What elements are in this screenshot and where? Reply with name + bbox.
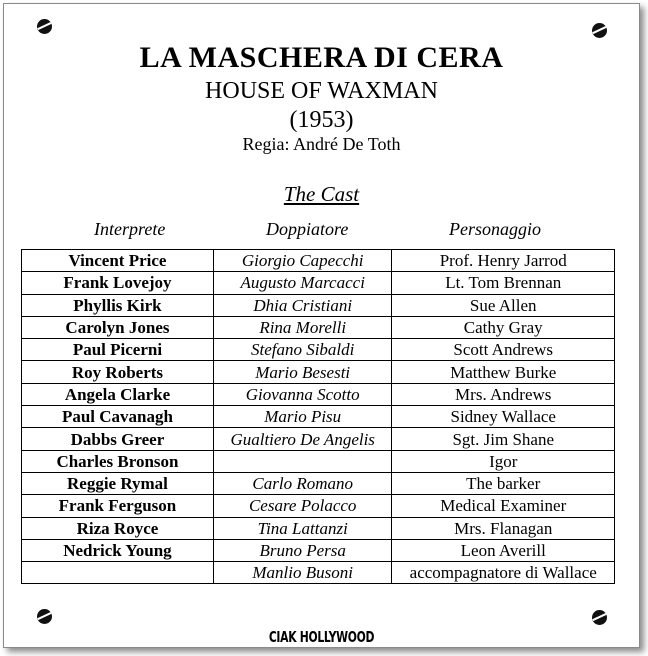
table-row (22, 428, 615, 450)
dubber-cell: Cesare Polacco (213, 495, 392, 517)
dubber-cell: Augusto Marcacci (213, 272, 392, 294)
table-row (22, 406, 615, 428)
table-row (22, 294, 615, 316)
actor-cell: Angela Clarke (22, 383, 214, 405)
logo-text: CIAK HOLLYWOOD (268, 628, 375, 646)
cast-table (21, 249, 615, 584)
table-row (22, 450, 615, 472)
dubber-cell: Mario Pisu (213, 406, 392, 428)
cast-heading-text: The Cast (283, 182, 360, 206)
dubber-cell: Dhia Cristiani (213, 294, 392, 316)
actor-cell: Paul Picerni (22, 339, 214, 361)
dubber-cell: Manlio Busoni (213, 562, 392, 584)
page-title: LA MASCHERA DI CERA (139, 41, 504, 74)
column-header-doppiatore: Doppiatore (266, 219, 349, 239)
role-cell: Lt. Tom Brennan (392, 272, 615, 294)
actor-cell: Phyllis Kirk (22, 294, 214, 316)
role-cell: Medical Examiner (392, 495, 615, 517)
dubber-cell: Giovanna Scotto (213, 383, 392, 405)
dubber-cell: Giorgio Capecchi (213, 250, 392, 272)
actor-cell: Frank Ferguson (22, 495, 214, 517)
table-row (22, 250, 615, 272)
role-cell: Sidney Wallace (392, 406, 615, 428)
dubber-cell: Mario Besesti (213, 361, 392, 383)
table-row (22, 361, 615, 383)
dubber-cell: Carlo Romano (213, 472, 392, 494)
role-cell: Sue Allen (392, 294, 615, 316)
release-year: (1953) (289, 107, 354, 133)
actor-cell: Carolyn Jones (22, 316, 214, 338)
screw-bottom-right-icon (592, 610, 607, 625)
table-row (22, 495, 615, 517)
actor-cell: Riza Royce (22, 517, 214, 539)
table-row (22, 539, 615, 561)
screw-top-left-icon (37, 19, 52, 34)
role-cell: Scott Andrews (392, 339, 615, 361)
role-cell: Matthew Burke (392, 361, 615, 383)
actor-cell: Reggie Rymal (22, 472, 214, 494)
original-title: HOUSE OF WAXMAN (205, 78, 438, 104)
table-row (22, 316, 615, 338)
actor-cell: Charles Bronson (22, 450, 214, 472)
actor-cell: Nedrick Young (22, 539, 214, 561)
table-row (22, 472, 615, 494)
table-row (22, 272, 615, 294)
table-row (22, 383, 615, 405)
actor-cell: Dabbs Greer (22, 428, 214, 450)
screw-top-right-icon (592, 23, 607, 38)
dubber-cell: Rina Morelli (213, 316, 392, 338)
role-cell: Cathy Gray (392, 316, 615, 338)
role-cell: accompagnatore di Wallace (392, 562, 615, 584)
table-row (22, 517, 615, 539)
dubber-cell (213, 450, 392, 472)
table-row (22, 339, 615, 361)
role-cell: The barker (392, 472, 615, 494)
actor-cell: Frank Lovejoy (22, 272, 214, 294)
column-header-interprete: Interprete (94, 219, 166, 239)
role-cell: Prof. Henry Jarrod (392, 250, 615, 272)
table-row (22, 562, 615, 584)
role-cell: Igor (392, 450, 615, 472)
director-line (4, 134, 639, 155)
dubber-cell: Stefano Sibaldi (213, 339, 392, 361)
cast-heading (4, 182, 639, 207)
role-cell: Leon Averill (392, 539, 615, 561)
dubber-cell: Bruno Persa (213, 539, 392, 561)
actor-cell (22, 562, 214, 584)
dubber-cell: Gualtiero De Angelis (213, 428, 392, 450)
ciak-hollywood-logo (4, 628, 639, 646)
column-header-personaggio: Personaggio (449, 219, 541, 239)
actor-cell: Roy Roberts (22, 361, 214, 383)
actor-cell: Vincent Price (22, 250, 214, 272)
director-name: André De Toth (293, 134, 401, 154)
director-label: Regia: (242, 134, 290, 154)
actor-cell: Paul Cavanagh (22, 406, 214, 428)
role-cell: Sgt. Jim Shane (392, 428, 615, 450)
dubber-cell: Tina Lattanzi (213, 517, 392, 539)
screw-bottom-left-icon (37, 609, 52, 624)
plaque (3, 3, 640, 648)
role-cell: Mrs. Flanagan (392, 517, 615, 539)
role-cell: Mrs. Andrews (392, 383, 615, 405)
